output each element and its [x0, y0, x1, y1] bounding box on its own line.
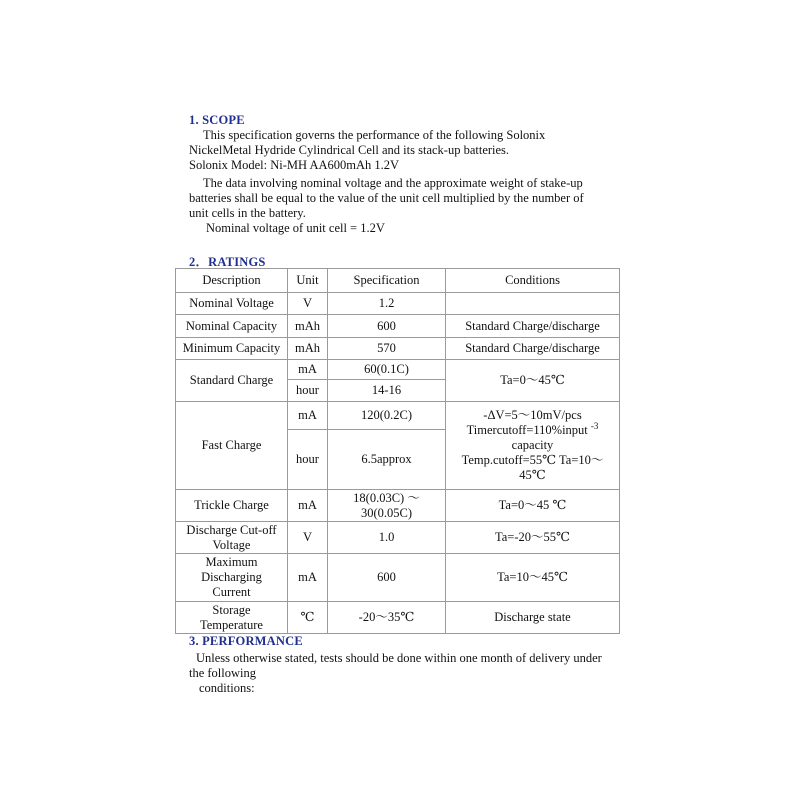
cell-conditions: Ta=0～45℃ — [446, 360, 620, 402]
spec-line: 30(0.05C) — [360, 505, 413, 520]
performance-heading: 3. PERFORMANCE — [189, 634, 303, 648]
table-row — [176, 602, 620, 634]
performance-line: the following — [189, 666, 257, 680]
cell-description — [176, 554, 288, 602]
condition-line: 45℃ — [519, 468, 546, 482]
scope-model-line: Solonix Model: Ni-MH AA600mAh 1.2V — [189, 158, 400, 172]
condition-line: Temp.cutoff=55℃ Ta=10～ — [461, 453, 604, 467]
table-header-row — [176, 269, 620, 293]
table-row — [176, 360, 620, 380]
cell-specification: 14-16 — [328, 380, 446, 402]
scope-line: This specification governs the performance of the following Solonix — [203, 128, 546, 142]
cell-unit: V — [288, 522, 328, 554]
cell-specification: 6.5approx — [328, 430, 446, 490]
scope-line: batteries shall be equal to the value of the unit cell multiplied by the number of — [189, 191, 584, 205]
cell-description — [176, 602, 288, 634]
cell-unit: mA — [288, 360, 328, 380]
cell-conditions — [446, 402, 620, 490]
cell-unit: mA — [288, 402, 328, 430]
description-line: Temperature — [200, 617, 263, 632]
cell-conditions: Discharge state — [446, 602, 620, 634]
cell-description: Nominal Voltage — [176, 293, 288, 315]
cell-specification: 570 — [328, 338, 446, 360]
table-row — [176, 293, 620, 315]
table-row — [176, 522, 620, 554]
cell-specification: 600 — [328, 554, 446, 602]
description-line: Discharge Cut-off — [186, 522, 277, 537]
condition-line: -ΔV=5～10mV/pcs — [483, 408, 582, 422]
scope-line: unit cells in the battery. — [189, 206, 306, 220]
condition-line: capacity — [511, 438, 554, 452]
cell-specification: -20～35℃ — [328, 602, 446, 634]
table-row — [176, 402, 620, 430]
cell-description — [176, 522, 288, 554]
cell-specification: 600 — [328, 315, 446, 338]
cell-specification: 60(0.1C) — [328, 360, 446, 380]
spec-line: 18(0.03C) ～ — [353, 490, 420, 505]
cell-unit: mAh — [288, 338, 328, 360]
cell-conditions: Ta=0～45 ℃ — [446, 490, 620, 522]
cell-unit: mA — [288, 554, 328, 602]
performance-line: conditions: — [199, 681, 255, 695]
cell-unit: V — [288, 293, 328, 315]
condition-line — [449, 420, 616, 438]
ratings-heading: 2．RATINGS — [189, 255, 266, 269]
scope-line: The data involving nominal voltage and the approximate weight of stake-up — [203, 176, 583, 190]
description-line: Maximum — [205, 555, 258, 569]
cell-description: Standard Charge — [176, 360, 288, 402]
column-header-unit: Unit — [288, 269, 328, 293]
cell-conditions: Ta=-20～55℃ — [446, 522, 620, 554]
performance-line: Unless otherwise stated, tests should be done within one month of delivery under — [196, 651, 602, 665]
description-line: Current — [212, 585, 251, 599]
condition-superscript: -3 — [590, 420, 599, 431]
cell-specification: 120(0.2C) — [328, 402, 446, 430]
cell-description: Trickle Charge — [176, 490, 288, 522]
column-header-specification: Specification — [328, 269, 446, 293]
cell-specification: 1.0 — [328, 522, 446, 554]
column-header-description: Description — [176, 269, 288, 293]
table-row — [176, 315, 620, 338]
cell-specification — [328, 490, 446, 522]
cell-conditions: Standard Charge/discharge — [446, 315, 620, 338]
cell-description: Nominal Capacity — [176, 315, 288, 338]
table-row — [176, 338, 620, 360]
ratings-table — [175, 268, 620, 634]
cell-specification: 1.2 — [328, 293, 446, 315]
cell-conditions: Ta=10～45℃ — [446, 554, 620, 602]
cell-conditions: Standard Charge/discharge — [446, 338, 620, 360]
cell-unit: ℃ — [288, 602, 328, 634]
cell-unit: mAh — [288, 315, 328, 338]
scope-line: NickelMetal Hydride Cylindrical Cell and its stack-up batteries. — [189, 143, 510, 157]
scope-nominal-voltage-line: Nominal voltage of unit cell = 1.2V — [206, 221, 385, 235]
cell-unit: hour — [288, 380, 328, 402]
table-row — [176, 490, 620, 522]
cell-description: Fast Charge — [176, 402, 288, 490]
table-row — [176, 554, 620, 602]
description-line: Storage — [212, 602, 251, 617]
cell-conditions — [446, 293, 620, 315]
description-line: Voltage — [212, 537, 251, 552]
condition-text: Timercutoff=110%input — [466, 423, 588, 437]
cell-unit: mA — [288, 490, 328, 522]
scope-heading: 1. SCOPE — [189, 113, 245, 127]
cell-description: Minimum Capacity — [176, 338, 288, 360]
description-line: Discharging — [201, 570, 262, 584]
column-header-conditions: Conditions — [446, 269, 620, 293]
cell-unit: hour — [288, 430, 328, 490]
